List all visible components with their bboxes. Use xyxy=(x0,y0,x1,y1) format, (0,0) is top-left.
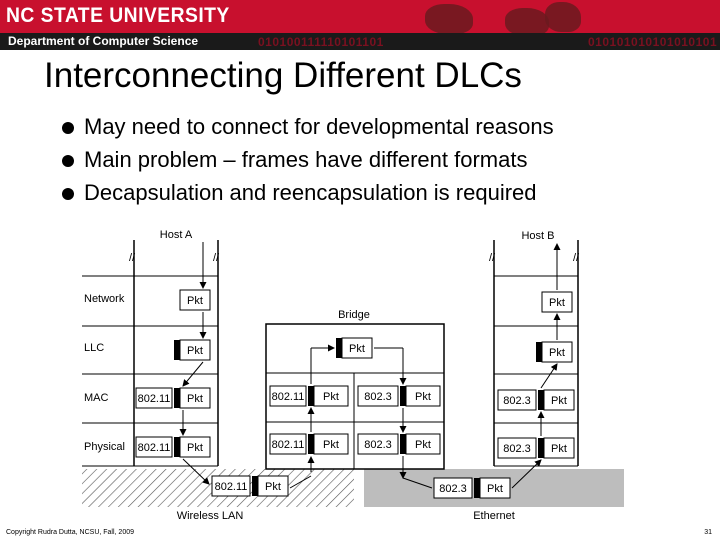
svg-text:Pkt: Pkt xyxy=(549,297,565,309)
header-banner xyxy=(0,0,720,50)
svg-text:Pkt: Pkt xyxy=(323,439,339,451)
ethernet-label: Ethernet xyxy=(473,510,515,522)
wireless-lan-frame xyxy=(212,476,288,496)
bridge-llc-pkt xyxy=(336,338,372,358)
bullet-item: Main problem – frames have different formats xyxy=(62,147,554,180)
svg-text:Pkt: Pkt xyxy=(551,395,567,407)
svg-text:Pkt: Pkt xyxy=(187,345,203,357)
university-logo-text: NC STATE UNIVERSITY xyxy=(6,4,230,27)
svg-text:Pkt: Pkt xyxy=(415,439,431,451)
host-a-physical-frame xyxy=(136,437,210,457)
slide-title: Interconnecting Different DLCs xyxy=(44,56,522,95)
break-mark: // xyxy=(489,252,496,264)
host-b-physical-frame xyxy=(498,438,574,458)
ethernet-frame xyxy=(434,478,510,498)
host-b-mac-frame xyxy=(498,390,574,410)
svg-text:Pkt: Pkt xyxy=(187,295,203,307)
svg-text:Pkt: Pkt xyxy=(415,391,431,403)
wolf-mascot-icon xyxy=(545,2,581,32)
host-a-llc-pkt xyxy=(174,340,210,360)
wolf-mascot-icon xyxy=(505,8,549,36)
svg-text:Pkt: Pkt xyxy=(349,343,365,355)
svg-text:Pkt: Pkt xyxy=(323,391,339,403)
host-a-mac-frame xyxy=(136,388,210,408)
host-b-label: Host B xyxy=(521,230,555,242)
binary-decoration: 010101010101010101 xyxy=(588,35,718,49)
bullet-dot-icon xyxy=(62,155,74,167)
host-b-network-pkt xyxy=(542,292,572,312)
svg-text:Pkt: Pkt xyxy=(187,393,203,405)
host-a-label: Host A xyxy=(159,229,193,241)
svg-text:Pkt: Pkt xyxy=(549,347,565,359)
svg-text:Pkt: Pkt xyxy=(187,442,203,454)
page-number: 31 xyxy=(704,529,712,536)
layer-label-llc: LLC xyxy=(84,342,105,354)
host-b-llc-pkt xyxy=(536,342,572,362)
svg-text:802.11: 802.11 xyxy=(214,481,248,493)
svg-text:Pkt: Pkt xyxy=(551,443,567,455)
protocol-stack-figure xyxy=(82,226,624,522)
bullet-list xyxy=(62,114,554,213)
copyright-footer: Copyright Rudra Dutta, NCSU, Fall, 2009 xyxy=(6,529,134,536)
layer-label-physical: Physical xyxy=(84,441,125,453)
wireless-lan-label: Wireless LAN xyxy=(176,510,244,522)
break-mark: // xyxy=(213,252,220,264)
wolf-mascot-icon xyxy=(425,4,473,34)
svg-text:802.3: 802.3 xyxy=(503,443,531,455)
bridge-phy-80211-frame xyxy=(270,434,348,454)
break-mark: // xyxy=(573,252,580,264)
bullet-item: May need to connect for developmental reasons xyxy=(62,114,554,147)
svg-text:Pkt: Pkt xyxy=(265,481,281,493)
bridge-label: Bridge xyxy=(338,309,370,321)
svg-text:802.3: 802.3 xyxy=(364,391,392,403)
svg-text:802.11: 802.11 xyxy=(137,393,171,405)
bullet-dot-icon xyxy=(62,188,74,200)
bridge-mac-80211-frame xyxy=(270,386,348,406)
svg-text:802.11: 802.11 xyxy=(271,391,305,403)
svg-text:802.11: 802.11 xyxy=(137,442,171,454)
bullet-dot-icon xyxy=(62,122,74,134)
svg-text:802.3: 802.3 xyxy=(364,439,392,451)
host-a-network-pkt xyxy=(180,290,210,310)
bullet-item: Decapsulation and reencapsulation is required xyxy=(62,180,554,213)
svg-text:802.11: 802.11 xyxy=(271,439,305,451)
svg-text:802.3: 802.3 xyxy=(503,395,531,407)
binary-decoration: 010100111110101101 xyxy=(258,35,384,49)
break-mark: // xyxy=(129,252,136,264)
layer-label-network: Network xyxy=(84,293,125,305)
svg-text:Pkt: Pkt xyxy=(487,483,503,495)
svg-text:802.3: 802.3 xyxy=(439,483,467,495)
department-name: Department of Computer Science xyxy=(8,34,199,48)
layer-label-mac: MAC xyxy=(84,392,109,404)
